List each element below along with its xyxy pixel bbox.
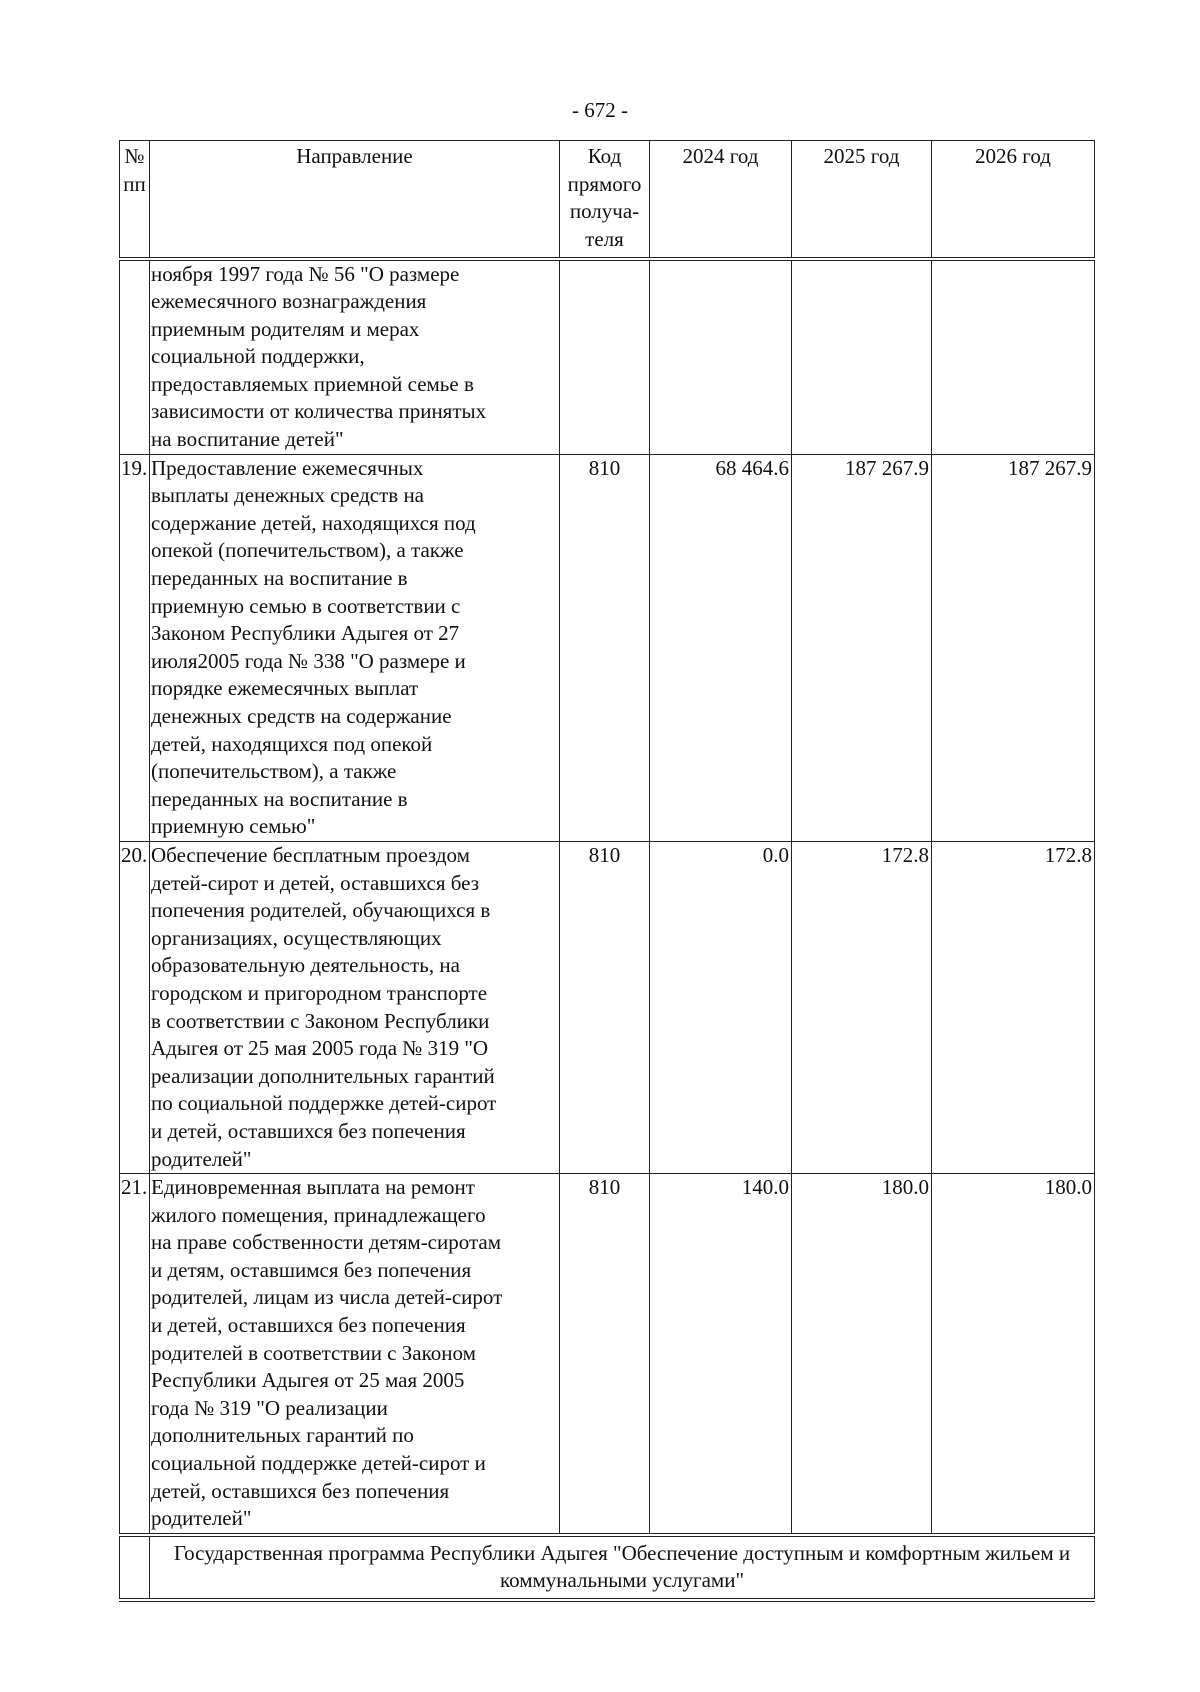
row-2024: 68 464.6 bbox=[650, 454, 792, 841]
header-row bbox=[120, 141, 1095, 259]
header-direction-label: Направление bbox=[296, 144, 413, 168]
row-direction: Предоставление ежемесячных выплаты денежных средств на содержание детей, находящихся под опекой (попечительством), а также переданных на воспитание в приемную семью в соответствии с Законом Республики Адыгея от 27 июля2005 года № 338 "О размере и порядке ежемесячных выплат денежных средств на содержание детей, находящихся под опекой (попечительством), а также переданных на воспитание в приемную семью" bbox=[150, 454, 560, 841]
table-row bbox=[120, 454, 1095, 841]
header-num bbox=[120, 141, 150, 259]
row-2026 bbox=[932, 259, 1095, 455]
row-direction: Обеспечение бесплатным проездом детей-сирот и детей, оставшихся без попечения родителей, обучающихся в организациях, осуществляющих образовательную деятельность, на городском и пригородном транспорте в соответствии с Законом Республики Адыгея от 25 мая 2005 года № 319 "О реализации дополнительных гарантий по социальной поддержке детей-сирот и детей, оставшихся без попечения родителей" bbox=[150, 841, 560, 1173]
header-num-label: № пп bbox=[123, 144, 146, 196]
header-code bbox=[560, 141, 650, 259]
row-2026: 172.8 bbox=[932, 841, 1095, 1173]
header-2024 bbox=[650, 141, 792, 259]
row-direction: ноября 1997 года № 56 "О размере ежемесячного вознаграждения приемным родителям и мерах социальной поддержки, предоставляемых приемной семье в зависимости от количества принятых на воспитание детей" bbox=[150, 259, 560, 455]
row-code: 810 bbox=[560, 454, 650, 841]
row-2026: 180.0 bbox=[932, 1174, 1095, 1535]
row-2025 bbox=[792, 259, 932, 455]
table-row bbox=[120, 841, 1095, 1173]
budget-table bbox=[119, 140, 1095, 1602]
row-2025: 172.8 bbox=[792, 841, 932, 1173]
header-2025-label: 2025 год bbox=[823, 144, 900, 168]
row-2026: 187 267.9 bbox=[932, 454, 1095, 841]
row-num bbox=[120, 259, 150, 455]
header-2026-label: 2026 год bbox=[975, 144, 1051, 168]
header-code-label: Код прямого получа- теля bbox=[567, 144, 642, 251]
row-2024: 0.0 bbox=[650, 841, 792, 1173]
header-2026 bbox=[932, 141, 1095, 259]
program-title: Государственная программа Республики Адыгея "Обеспечение доступным и комфортным жильем и коммунальными услугами" bbox=[150, 1535, 1095, 1600]
row-2025: 180.0 bbox=[792, 1174, 932, 1535]
header-direction bbox=[150, 141, 560, 259]
row-2025: 187 267.9 bbox=[792, 454, 932, 841]
program-num-cell bbox=[120, 1535, 150, 1600]
row-num: 20. bbox=[120, 841, 150, 1173]
row-num: 19. bbox=[120, 454, 150, 841]
table-row bbox=[120, 259, 1095, 455]
row-code bbox=[560, 259, 650, 455]
header-2024-label: 2024 год bbox=[682, 144, 759, 168]
row-num: 21. bbox=[120, 1174, 150, 1535]
row-code: 810 bbox=[560, 1174, 650, 1535]
row-direction: Единовременная выплата на ремонт жилого помещения, принадлежащего на праве собственности детям-сиротам и детям, оставшимся без попечения родителей, лицам из числа детей-сирот и детей, оставшихся без попечения родителей в соответствии с Законом Республики Адыгея от 25 мая 2005 года № 319 "О реализации дополнительных гарантий по социальной поддержке детей-сирот и детей, оставшихся без попечения родителей" bbox=[150, 1174, 560, 1535]
program-section-row bbox=[120, 1535, 1095, 1600]
table-row bbox=[120, 1174, 1095, 1535]
row-code: 810 bbox=[560, 841, 650, 1173]
row-2024 bbox=[650, 259, 792, 455]
header-2025 bbox=[792, 141, 932, 259]
page-number: - 672 - bbox=[572, 98, 628, 122]
row-2024: 140.0 bbox=[650, 1174, 792, 1535]
